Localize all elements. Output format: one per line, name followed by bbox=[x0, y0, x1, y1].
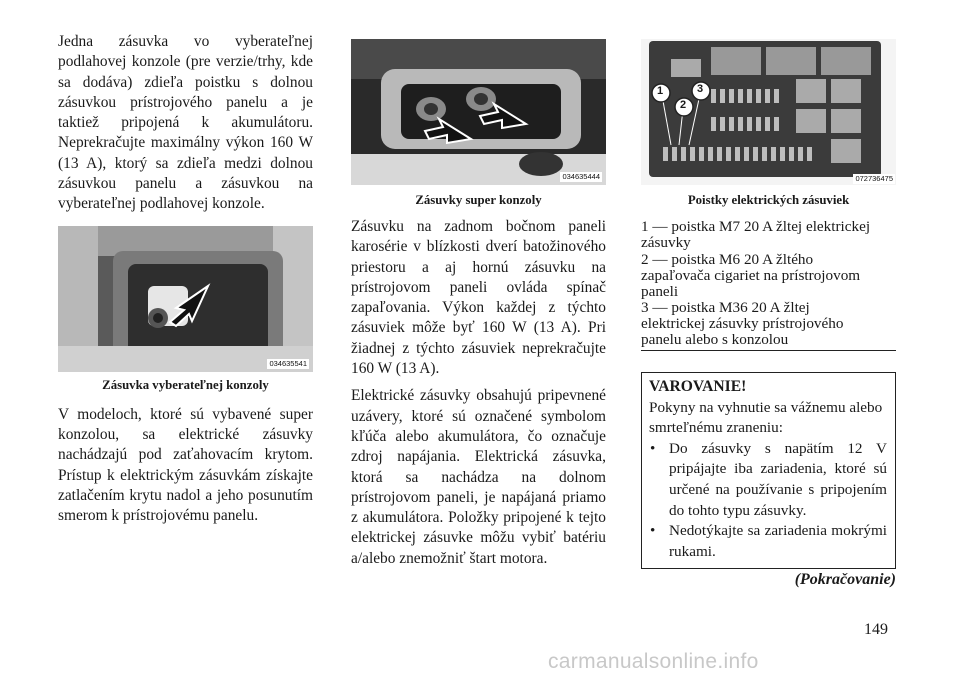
legend-2-cont: paneli bbox=[641, 282, 679, 300]
photo-super-console-outlets bbox=[351, 39, 606, 185]
super-console-illustration bbox=[351, 39, 606, 185]
legend-1-lead: 1 — poistka M7 20 A žltej elektrickej bbox=[641, 218, 871, 235]
paragraph-super-console: V modeloch, ktoré sú vybavené super konzolou, sa elektrické zásuvky nachádzajú pod zaťahovacím krytom. Prístup k elektrickým zásuvkám získajte zatlačením krytu nadol a jeho posunutím smerom k prístrojovému panelu. bbox=[58, 405, 313, 525]
console-outlet-illustration bbox=[58, 226, 313, 372]
image-code: 034635541 bbox=[269, 358, 307, 368]
warning-item: • Nedotýkajte sa zariadenia mokrými rukami. bbox=[650, 522, 887, 560]
fuse-box-illustration bbox=[641, 39, 896, 185]
column-right bbox=[641, 39, 896, 589]
photo-removable-console-outlet bbox=[58, 226, 313, 372]
caption-super-console: Zásuvky super konzoly bbox=[415, 193, 542, 207]
column-left bbox=[58, 32, 313, 526]
page-number: 149 bbox=[864, 621, 888, 638]
photo-fuse-box bbox=[641, 39, 896, 185]
legend-divider bbox=[641, 350, 896, 351]
image-code: 072736475 bbox=[855, 174, 893, 183]
column-middle bbox=[351, 39, 606, 569]
warning-item: • Do zásuvky s napätím 12 V pripájajte iba zariadenia, ktoré sú určené na používanie s pripojením do tohto typu zásuvky. bbox=[650, 439, 887, 519]
legend-2-cont: zapaľovača cigariet na prístrojovom bbox=[641, 266, 861, 284]
warning-title: VAROVANIE! bbox=[649, 377, 747, 395]
warning-list bbox=[649, 439, 887, 563]
legend-3-lead: 3 — poistka M36 20 A žltej bbox=[641, 299, 810, 317]
watermark: carmanualsonline.info bbox=[548, 650, 759, 673]
caption-removable-console: Zásuvka vyberateľnej konzoly bbox=[102, 377, 269, 392]
warning-box bbox=[641, 372, 896, 569]
caption-fuses: Poistky elektrických zásuviek bbox=[687, 193, 850, 207]
callout-1: 1 bbox=[657, 85, 664, 97]
legend-2-lead: 2 — poistka M6 20 A žltého bbox=[641, 250, 814, 268]
legend-3-cont: panelu alebo s konzolou bbox=[641, 331, 789, 349]
continued-label: (Pokračovanie) bbox=[794, 571, 896, 589]
legend-1-cont: zásuvky bbox=[641, 234, 691, 251]
paragraph-ignition-outlets: Zásuvku na zadnom bočnom paneli karosérie v blízkosti dverí batožinového priestoru a aj hornú zásuvku na prístrojovom paneli ovláda spínač zapaľovania. Výkon každej z týchto zásuviek môže byť 160 W (13 A). Pri žiadnej z týchto zásuviek neprekračujte 160 W (13 A). bbox=[351, 218, 606, 378]
image-code: 034635444 bbox=[562, 172, 600, 181]
fuse-legend bbox=[641, 218, 896, 348]
bullet-icon: • bbox=[650, 439, 656, 457]
callout-2: 2 bbox=[680, 99, 687, 111]
paragraph-floor-console: Jedna zásuvka vo vyberateľnej podlahovej konzole (pre verzie/trhy, kde sa dodáva) zdieľa poistku s dolnou zásuvkou prístrojového panelu a je taktiež pripojená k akumulátoru. Neprekračujte maximálny výkon 160 W (13 A), ktorý sa zdieľa medzi dolnou zásuvkou panelu a zásuvkou na vyberateľnej podlahovej konzole. bbox=[58, 33, 313, 213]
callout-3: 3 bbox=[697, 83, 704, 95]
legend-3-cont: elektrickej zásuvky prístrojového bbox=[641, 315, 844, 333]
paragraph-outlet-caps: Elektrické zásuvky obsahujú pripevnené uzávery, ktoré sú označené symbolom kľúča alebo akumulátora, čo označuje zdroj napájania. Elektrická zásuvka, ktorá sa nachádza na dolnom prístrojovom paneli, je napájaná priamo z akumulátora. Položky pripojené k tejto elektrickej zásuvke môžu vybiť batériu a/alebo znemožniť štart motora. bbox=[351, 387, 606, 567]
warning-intro: Pokyny na vyhnutie sa vážnemu alebo smrteľnému zraneniu: bbox=[649, 398, 883, 437]
bullet-icon: • bbox=[650, 522, 656, 540]
